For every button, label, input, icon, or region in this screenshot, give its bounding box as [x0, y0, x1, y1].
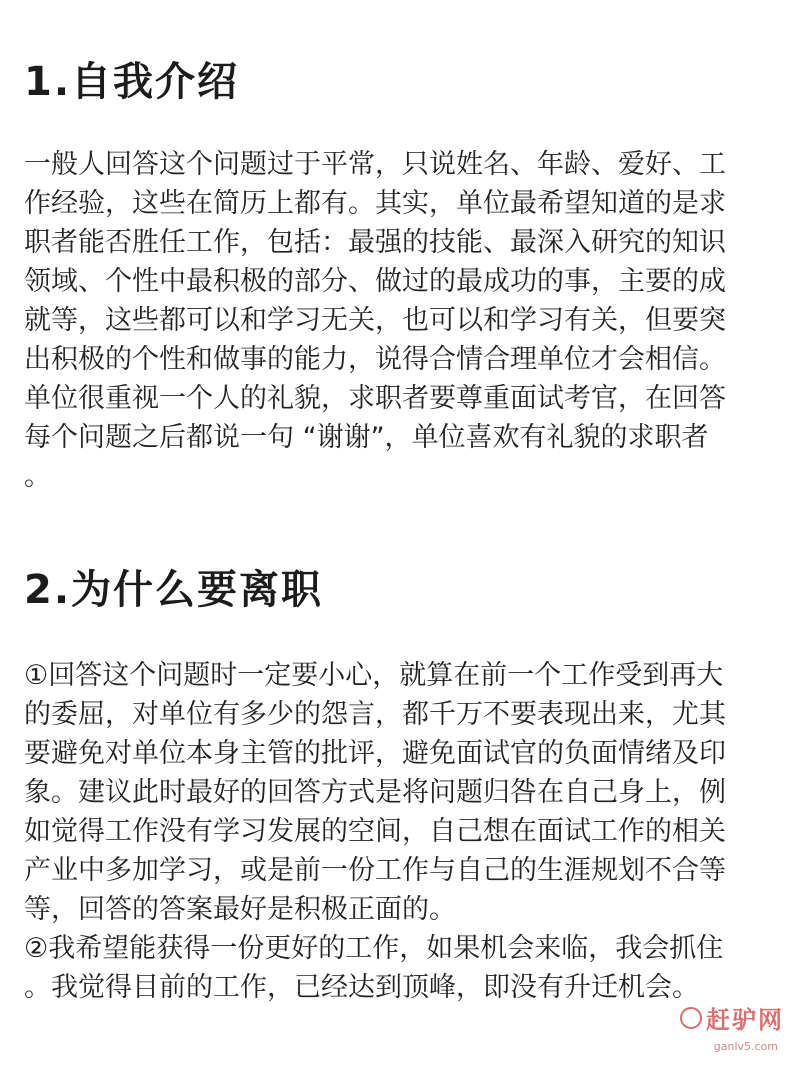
section-2-heading: 2.为什么要离职 [24, 567, 324, 613]
body-line: 就等，这些都可以和学习无关，也可以和学习有关，但要突 [24, 305, 726, 336]
site-watermark [680, 1000, 784, 1035]
body-line: 。 [24, 461, 51, 492]
body-line: 的委屈，对单位有多少的怨言，都千万不要表现出来，尤其 [24, 699, 726, 730]
body-line: 领域、个性中最积极的部分、做过的最成功的事，主要的成 [24, 266, 726, 297]
body-line: 出积极的个性和做事的能力，说得合情合理单位才会相信。 [24, 344, 726, 375]
body-line: 一般人回答这个问题过于平常，只说姓名、年龄、爱好、工 [24, 149, 726, 180]
section-1-heading: 1.自我介绍 [24, 59, 240, 105]
body-line: 等，回答的答案最好是积极正面的。 [24, 894, 456, 925]
body-line: 如觉得工作没有学习发展的空间，自己想在面试工作的相关 [24, 816, 726, 847]
section-2-body [24, 656, 784, 1066]
body-line: 每个问题之后都说一句 “谢谢”，单位喜欢有礼貌的求职者 [24, 422, 709, 453]
watermark-url: ganlv5.com [713, 1040, 778, 1053]
watermark-text: 赶驴网 [706, 1006, 784, 1034]
body-line: 。我觉得目前的工作，已经达到顶峰，即没有升迁机会。 [24, 972, 699, 1003]
section-1-body [24, 145, 784, 555]
body-line: 单位很重视一个人的礼貌，求职者要尊重面试考官，在回答 [24, 383, 726, 414]
watermark-logo-icon [680, 1007, 702, 1029]
body-line: ①回答这个问题时一定要小心，就算在前一个工作受到再大 [24, 660, 724, 691]
body-line: 要避免对单位本身主管的批评，避免面试官的负面情绪及印 [24, 738, 726, 769]
body-line: 产业中多加学习，或是前一份工作与自己的生涯规划不合等 [24, 855, 726, 886]
body-line: 职者能否胜任工作，包括：最强的技能、最深入研究的知识 [24, 227, 726, 258]
body-line: 作经验，这些在简历上都有。其实，单位最希望知道的是求 [24, 188, 726, 219]
body-line: ②我希望能获得一份更好的工作，如果机会来临，我会抓住 [24, 933, 724, 964]
body-line: 象。建议此时最好的回答方式是将问题归咎在自己身上，例 [24, 777, 726, 808]
